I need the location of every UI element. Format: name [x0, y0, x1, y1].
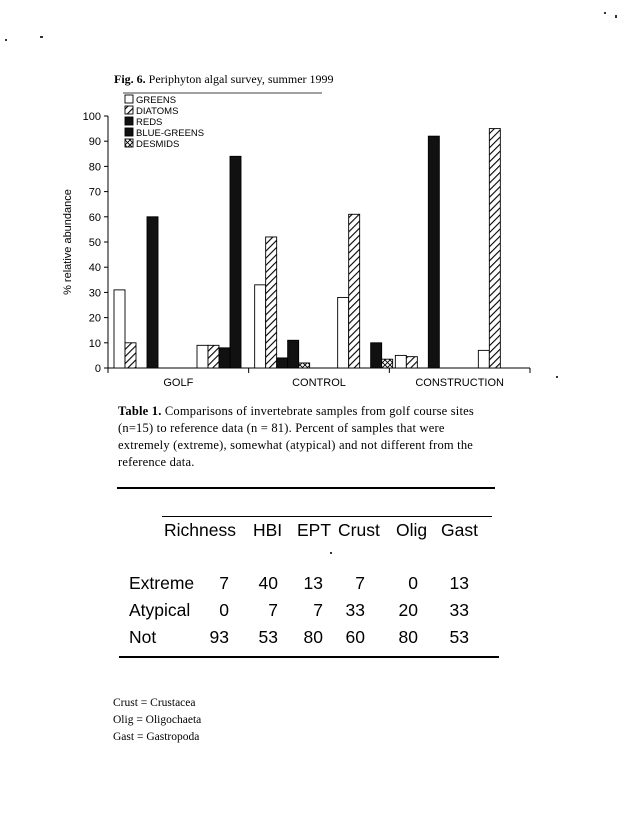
legend-label: DESMIDS — [136, 139, 180, 150]
table-header-rule — [162, 516, 492, 517]
y-tick-label: 50 — [88, 237, 101, 249]
row-label: Extreme — [129, 573, 195, 593]
legend-swatch — [125, 139, 133, 147]
table-cell: 7 — [219, 573, 229, 593]
column-header: Richness — [164, 520, 236, 540]
column-header: Crust — [338, 520, 380, 540]
table-caption — [118, 403, 488, 471]
bar — [230, 156, 241, 368]
table-bottom-rule — [119, 656, 499, 658]
table-cell: 60 — [345, 627, 365, 647]
note-olig: Olig = Oligochaeta — [113, 714, 202, 726]
row-label: Not — [129, 627, 157, 647]
legend-label: REDS — [136, 117, 163, 128]
y-tick-label: 0 — [94, 363, 101, 375]
figure-label: Fig. 6. — [114, 72, 146, 86]
abbreviation-notes — [113, 695, 201, 746]
bar — [266, 237, 277, 368]
table-cell: 20 — [398, 600, 418, 620]
table-cell: 53 — [258, 627, 278, 647]
legend-swatch — [125, 117, 133, 125]
bar — [349, 214, 360, 368]
bar — [371, 343, 382, 368]
table-cell: 80 — [303, 627, 323, 647]
column-header: Olig — [396, 520, 428, 540]
table-top-rule — [117, 487, 495, 489]
bar — [428, 136, 439, 368]
bar — [219, 348, 230, 368]
table-cell: 33 — [449, 600, 469, 620]
table-cell: 13 — [449, 573, 469, 593]
bar — [489, 129, 500, 368]
table-cell: 7 — [268, 600, 278, 620]
table-cell: 7 — [355, 573, 365, 593]
y-tick-label: 10 — [88, 337, 101, 350]
table-cell: 7 — [313, 600, 323, 620]
table-cell: 33 — [345, 600, 365, 620]
bar — [382, 359, 393, 368]
bar — [299, 363, 310, 368]
x-category-label: GOLF — [163, 377, 194, 389]
bar — [406, 357, 417, 368]
bar — [478, 350, 489, 368]
bar — [277, 358, 288, 368]
y-tick-label: 60 — [88, 211, 101, 224]
column-header: Gast — [441, 520, 478, 540]
scan-speck — [40, 36, 43, 38]
bar — [395, 355, 406, 368]
y-tick-label: 30 — [88, 287, 101, 300]
table-cell: 0 — [219, 600, 229, 620]
legend-label: BLUE-GREENS — [136, 128, 205, 139]
note-gast: Gast = Gastropoda — [113, 731, 200, 743]
y-tick-label: 80 — [88, 161, 101, 174]
scan-speck — [556, 376, 558, 378]
bar — [338, 297, 349, 368]
y-tick-label: 70 — [88, 186, 101, 199]
y-tick-label: 90 — [88, 136, 101, 149]
legend-swatch — [125, 95, 133, 103]
legend-swatch — [125, 106, 133, 114]
bar — [147, 217, 158, 368]
scan-speck — [604, 12, 606, 14]
table-cell: 80 — [398, 627, 418, 647]
table-caption-text: Comparisons of invertebrate samples from golf course sites (n=15) to reference data (n = 81). Percent of samples that were extremely (extreme), somewhat (atypical) and not different from the reference data. — [118, 404, 474, 469]
y-tick-label: 20 — [88, 312, 101, 325]
y-axis-label: % relative abundance — [62, 189, 74, 295]
legend-swatch — [125, 128, 133, 136]
table-cell: 40 — [258, 573, 278, 593]
bar — [208, 345, 219, 368]
table-cell: 13 — [303, 573, 323, 593]
x-category-label: CONTROL — [292, 377, 346, 389]
scan-speck — [5, 39, 7, 41]
column-header: EPT — [297, 520, 332, 540]
bar — [197, 345, 208, 368]
legend-label: GREENS — [136, 95, 177, 106]
y-tick-label: 100 — [82, 111, 101, 123]
bar — [255, 285, 266, 368]
bar — [125, 343, 136, 368]
figure-caption-text: Periphyton algal survey, summer 1999 — [148, 72, 334, 86]
scan-speck — [330, 552, 332, 554]
table-cell: 93 — [209, 627, 229, 647]
legend-label: DIATOMS — [136, 106, 179, 117]
bar — [288, 340, 299, 368]
y-tick-label: 40 — [88, 262, 101, 275]
table-caption-label: Table 1. — [118, 404, 162, 418]
bar — [114, 290, 125, 368]
note-crust: Crust = Crustacea — [113, 697, 196, 709]
bar-chart — [0, 0, 638, 400]
table-cell: 53 — [449, 627, 469, 647]
row-label: Atypical — [129, 600, 191, 620]
scan-speck — [615, 15, 617, 18]
x-category-label: CONSTRUCTION — [415, 377, 504, 389]
column-header: HBI — [253, 520, 283, 540]
table-cell: 0 — [408, 573, 418, 593]
